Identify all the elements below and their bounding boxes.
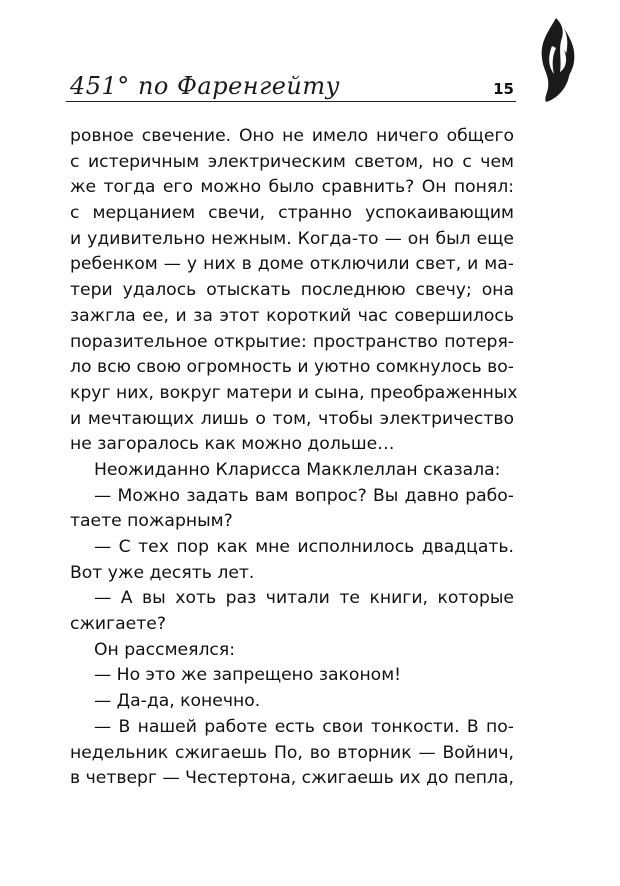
text-line: круг них, вокруг матери и сына, преображенных: [70, 382, 518, 403]
header-rule: [66, 101, 516, 102]
text-line: с мерцанием свечи, странно успокаивающим: [70, 203, 514, 224]
text-line: же тогда его можно было сравнить? Он понял:: [70, 177, 514, 198]
text-line: недельник сжигаешь По, во вторник — Войнич,: [70, 742, 514, 763]
text-line: — Можно задать вам вопрос? Вы давно рабо-: [94, 485, 514, 506]
text-line: Неожиданно Кларисса Макклеллан сказала:: [94, 459, 501, 480]
text-line: Вот уже десять лет.: [70, 562, 255, 583]
text-line: зажгла ее, и за этот короткий час совершилось: [70, 305, 514, 326]
text-line: — Да-да, конечно.: [94, 691, 261, 712]
text-line: и удивительно нежным. Когда-то — он был еще: [70, 228, 514, 249]
body-text: [70, 124, 518, 792]
running-header: [66, 62, 516, 106]
text-line: сжигаете?: [70, 614, 166, 635]
text-line: поразительное открытие: пространство потеря-: [70, 331, 514, 352]
text-line: — В нашей работе есть свои тонкости. В по-: [94, 716, 514, 737]
text-line: ребенком — у них в доме отключили свет, и ма-: [70, 254, 514, 275]
text-line: ровное свечение. Оно не имело ничего общего: [70, 126, 514, 146]
text-line: тери удалось отыскать последнюю свечу; она: [70, 280, 514, 301]
flame-icon: [534, 16, 578, 104]
page-number: 15: [493, 80, 514, 98]
text-line: ло всю свою огромность и уютно сомкнулось во-: [70, 357, 514, 378]
text-line: — А вы хоть раз читали те книги, которые: [94, 588, 514, 609]
text-line: — С тех пор как мне исполнилось двадцать.: [94, 537, 514, 557]
text-line: с истеричным электрическим светом, но с чем: [70, 151, 514, 172]
text-line: не загоралось как можно дольше…: [70, 434, 395, 455]
text-line: Он рассмеялся:: [94, 639, 236, 660]
text-line: — Но это же запрещено законом!: [94, 665, 402, 686]
running-title: 451° по Фаренгейту: [70, 72, 341, 100]
text-line: таете пожарным?: [70, 511, 233, 532]
text-line: и мечтающих лишь о том, чтобы электричество: [70, 408, 514, 429]
text-line: в четверг — Честертона, сжигаешь их до пепла,: [70, 768, 514, 789]
